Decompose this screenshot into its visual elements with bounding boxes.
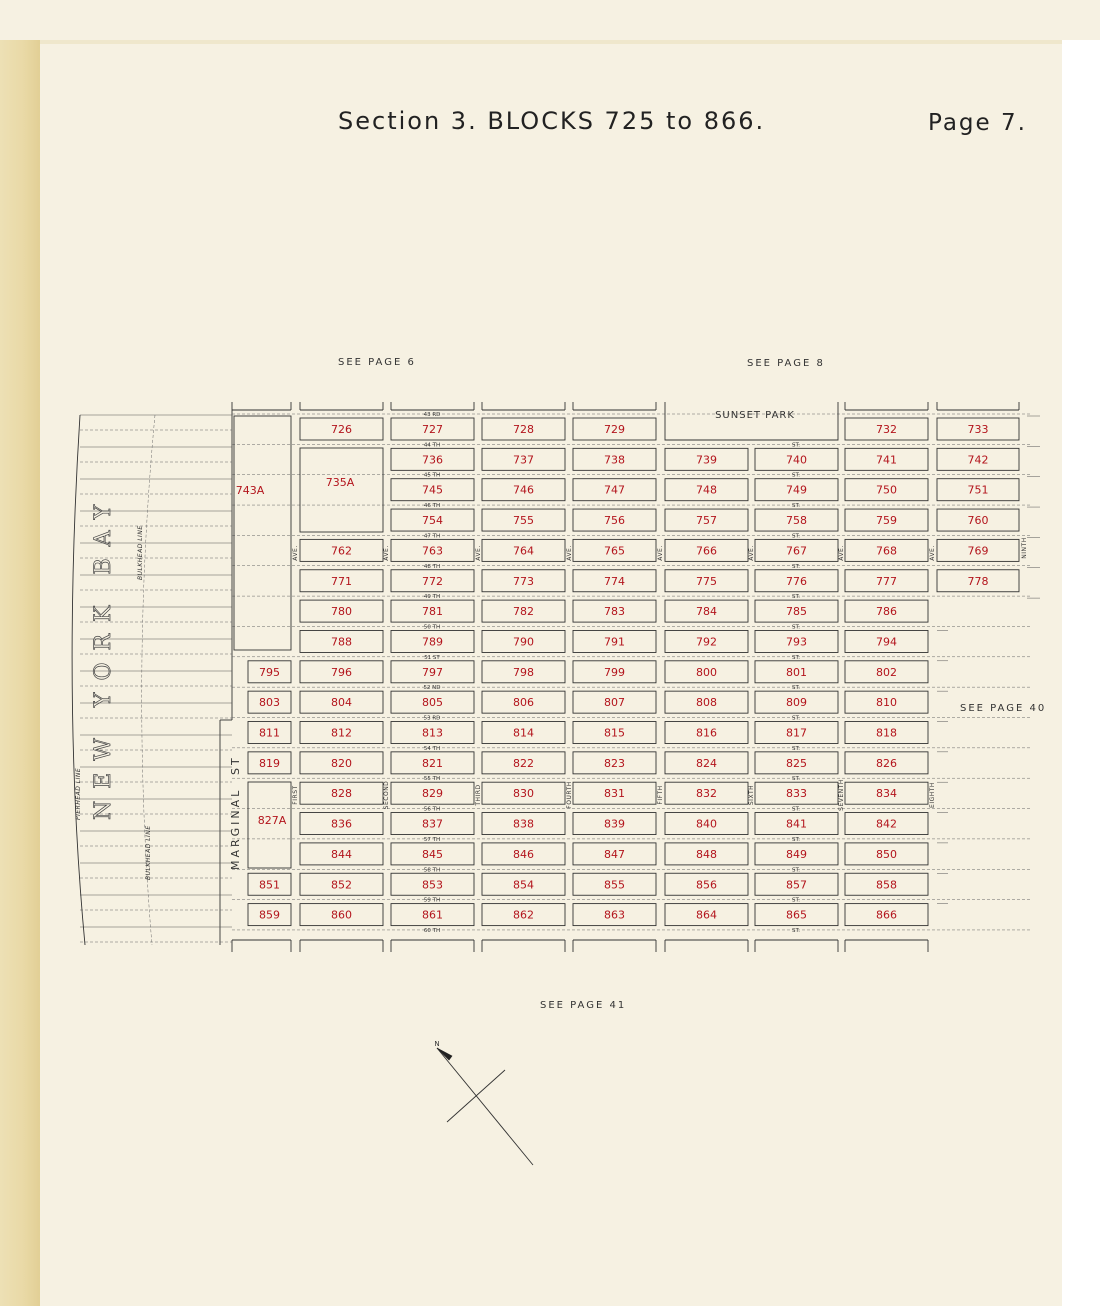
block-number-814: 814: [513, 726, 534, 740]
block-number-865: 865: [786, 908, 807, 922]
block-number-768: 768: [876, 544, 897, 558]
avenue-abbrev-label: AVE.: [657, 545, 664, 561]
block-number-792: 792: [696, 635, 717, 649]
street-suffix-label: ST.: [792, 836, 800, 843]
block-number-859: 859: [259, 908, 280, 922]
street-label-44: 44 TH: [423, 442, 441, 449]
block-number-726: 726: [331, 423, 352, 436]
block-number-852: 852: [331, 878, 352, 892]
block-number-748: 748: [696, 483, 717, 497]
block-number-795: 795: [259, 665, 280, 679]
block-number-778: 778: [967, 574, 989, 588]
block-number-759: 759: [876, 514, 897, 528]
avenue-name-first: FIRST: [292, 785, 299, 805]
block-number-757: 757: [696, 514, 717, 528]
block-number-854: 854: [513, 878, 534, 892]
block-number-812: 812: [331, 726, 352, 740]
block-number-763: 763: [422, 544, 443, 558]
street-suffix-label: ST.: [792, 563, 800, 570]
compass-north-south-line: [437, 1048, 533, 1165]
avenue-name-seventh: SEVENTH: [838, 779, 845, 811]
block-number-861: 861: [422, 908, 443, 922]
block-number-811: 811: [259, 726, 280, 740]
street-label-50: 50 TH: [423, 624, 441, 631]
pierhead-line-label: PIERHEAD LINE: [75, 767, 82, 820]
block-number-844: 844: [331, 847, 352, 861]
block-number-736: 736: [422, 453, 443, 467]
block-number-819: 819: [259, 756, 280, 770]
block-number-850: 850: [876, 847, 897, 861]
block-number-864: 864: [696, 908, 717, 922]
avenue-name-fourth: FOURTH: [566, 781, 573, 809]
street-suffix-label: ST.: [792, 806, 800, 813]
block-number-807: 807: [604, 696, 625, 710]
block-number-754: 754: [422, 514, 443, 528]
block-number-804: 804: [331, 696, 352, 710]
pierhead-line: [72, 415, 85, 945]
south-block-stub: [391, 940, 474, 952]
street-suffix-label: ST.: [792, 745, 800, 752]
block-number-827A: 827A: [257, 814, 287, 827]
block-number-803: 803: [259, 696, 280, 710]
avenue-abbrev-label: AVE.: [292, 545, 299, 561]
compass-arrow: [437, 1048, 452, 1060]
street-suffix-label: ST.: [792, 472, 800, 479]
block-number-837: 837: [422, 817, 443, 831]
block-number-772: 772: [422, 574, 443, 588]
block-number-758: 758: [786, 514, 807, 528]
block-number-766: 766: [696, 544, 717, 558]
north-block-stub: [391, 402, 474, 410]
block-number-800: 800: [696, 665, 717, 679]
block-number-866: 866: [876, 908, 897, 922]
block-number-831: 831: [604, 787, 625, 801]
street-suffix-label: ST.: [792, 533, 800, 540]
south-block-stub: [300, 940, 383, 952]
block-number-824: 824: [696, 756, 717, 770]
avenue-abbrev-label: AVE.: [566, 545, 573, 561]
block-number-791: 791: [604, 635, 625, 649]
block-number-838: 838: [513, 817, 534, 831]
block-number-790: 790: [513, 635, 534, 649]
street-label-59: 59 TH: [423, 897, 441, 904]
block-number-777: 777: [876, 574, 897, 588]
street-label-57: 57 TH: [423, 836, 441, 843]
block-number-737: 737: [513, 453, 534, 467]
block-743a-outline: [234, 416, 291, 650]
block-number-818: 818: [876, 726, 897, 740]
block-number-849: 849: [786, 847, 807, 861]
street-suffix-label: ST.: [792, 442, 800, 449]
section-title: Section 3. BLOCKS 725 to 866.: [338, 107, 766, 135]
block-number-813: 813: [422, 726, 443, 740]
block-number-765: 765: [604, 544, 625, 558]
block-number-853: 853: [422, 878, 443, 892]
block-number-839: 839: [604, 817, 625, 831]
block-number-820: 820: [331, 756, 352, 770]
compass-north-letter: N: [434, 1040, 440, 1048]
street-suffix-label: ST.: [792, 776, 800, 783]
block-number-793: 793: [786, 635, 807, 649]
south-block-stub: [665, 940, 748, 952]
block-number-788: 788: [331, 635, 352, 649]
block-number-746: 746: [513, 483, 534, 497]
city-blocks: [234, 402, 1019, 926]
block-number-817: 817: [786, 726, 807, 740]
block-number-810: 810: [876, 696, 897, 710]
block-number-806: 806: [513, 696, 534, 710]
compass-east-west-line: [447, 1070, 505, 1122]
street-label-49: 49 TH: [423, 594, 441, 601]
street-label-53: 53 RD: [423, 715, 441, 722]
see-page-8-reference: SEE PAGE 8: [747, 358, 825, 369]
block-number-750: 750: [876, 483, 897, 497]
block-735a-outline: [300, 448, 383, 532]
block-number-728: 728: [513, 423, 534, 436]
new-york-bay-label: NEW YORK BAY: [91, 492, 116, 820]
block-number-823: 823: [604, 756, 625, 770]
sunset-park-outline: [665, 402, 838, 440]
block-number-808: 808: [696, 696, 717, 710]
street-label-46: 46 TH: [423, 503, 441, 510]
block-number-784: 784: [696, 605, 717, 619]
street-label-43: 43 RD: [423, 412, 441, 418]
street-suffix-label: ST.: [792, 685, 800, 692]
block-number-821: 821: [422, 756, 443, 770]
north-block-stub: [482, 402, 565, 410]
waterfront: [72, 410, 232, 945]
south-block-stub: [573, 940, 656, 952]
block-number-751: 751: [967, 483, 989, 497]
street-label-45: 45 TH: [423, 472, 441, 479]
street-label-55: 55 TH: [423, 776, 441, 783]
block-number-858: 858: [876, 878, 897, 892]
avenue-abbrev-label: AVE.: [838, 545, 845, 561]
block-number-740: 740: [786, 453, 807, 467]
block-number-743A: 743A: [235, 484, 265, 497]
avenue-name-eighth: EIGHTH: [929, 782, 936, 808]
south-block-stub: [232, 940, 291, 952]
block-number-802: 802: [876, 665, 897, 679]
block-number-755: 755: [513, 514, 534, 528]
block-number-797: 797: [422, 665, 443, 679]
block-number-822: 822: [513, 756, 534, 770]
sunset-park-label: SUNSET PARK: [715, 410, 795, 421]
block-number-781: 781: [422, 605, 443, 619]
block-number-845: 845: [422, 847, 443, 861]
street-suffix-label: ST.: [792, 654, 800, 661]
block-number-846: 846: [513, 847, 534, 861]
block-number-799: 799: [604, 665, 625, 679]
block-number-805: 805: [422, 696, 443, 710]
street-label-48: 48 TH: [423, 563, 441, 570]
block-number-749: 749: [786, 483, 807, 497]
block-number-847: 847: [604, 847, 625, 861]
street-label-60: 60 TH: [423, 927, 441, 934]
block-number-815: 815: [604, 726, 625, 740]
block-number-771: 771: [331, 574, 352, 588]
see-page-41-reference: SEE PAGE 41: [540, 1000, 627, 1011]
block-number-841: 841: [786, 817, 807, 831]
bulkhead-line-label: BULKHEAD LINE: [137, 525, 144, 580]
avenue-name-sixth: SIXTH: [748, 784, 755, 806]
block-number-809: 809: [786, 696, 807, 710]
block-number-796: 796: [331, 665, 352, 679]
block-number-747: 747: [604, 483, 625, 497]
south-block-stub: [845, 940, 928, 952]
block-number-783: 783: [604, 605, 625, 619]
block-number-830: 830: [513, 787, 534, 801]
block-number-727: 727: [422, 423, 443, 436]
block-number-794: 794: [876, 635, 897, 649]
block-number-836: 836: [331, 817, 352, 831]
block-number-851: 851: [259, 878, 280, 892]
north-block-stub: [937, 402, 1019, 410]
street-label-47: 47 TH: [423, 533, 441, 540]
block-number-773: 773: [513, 574, 534, 588]
avenue-abbrev-label: AVE.: [475, 545, 482, 561]
block-number-735A: 735A: [325, 476, 355, 489]
street-label-51: 51 ST: [424, 654, 440, 661]
block-number-767: 767: [786, 544, 807, 558]
block-number-789: 789: [422, 635, 443, 649]
street-suffix-label: ST.: [792, 867, 800, 874]
block-number-780: 780: [331, 605, 352, 619]
marginal-street-suffix: ST: [229, 755, 242, 775]
block-number-855: 855: [604, 878, 625, 892]
south-block-stub: [755, 940, 838, 952]
block-number-832: 832: [696, 787, 717, 801]
street-label-54: 54 TH: [423, 745, 441, 752]
street-label-52: 52 ND: [423, 685, 441, 692]
block-number-782: 782: [513, 605, 534, 619]
north-block-stub: [845, 402, 928, 410]
block-number-828: 828: [331, 787, 352, 801]
block-number-833: 833: [786, 787, 807, 801]
see-page-6-reference: SEE PAGE 6: [338, 357, 416, 368]
block-number-741: 741: [876, 453, 897, 467]
block-number-769: 769: [967, 544, 989, 558]
north-block-stub: [573, 402, 656, 410]
street-suffix-label: ST.: [792, 594, 800, 601]
street-suffix-label: ST.: [792, 503, 800, 510]
street-label-56: 56 TH: [423, 806, 441, 813]
block-number-732: 732: [876, 423, 897, 436]
block-number-834: 834: [876, 787, 897, 801]
avenue-abbrev-label: AVE.: [383, 545, 390, 561]
block-number-829: 829: [422, 787, 443, 801]
page-number: Page 7.: [928, 110, 1027, 136]
block-number-798: 798: [513, 665, 534, 679]
block-number-857: 857: [786, 878, 807, 892]
block-number-801: 801: [786, 665, 807, 679]
street-suffix-label: ST.: [792, 927, 800, 934]
street-suffix-label: ST.: [792, 897, 800, 904]
block-number-862: 862: [513, 908, 534, 922]
avenue-name-fifth: FIFTH: [657, 785, 664, 805]
block-number-774: 774: [604, 574, 625, 588]
block-number-848: 848: [696, 847, 717, 861]
block-number-764: 764: [513, 544, 534, 558]
compass-rose: [434, 1040, 533, 1165]
block-number-739: 739: [696, 453, 717, 467]
block-number-745: 745: [422, 483, 443, 497]
block-number-775: 775: [696, 574, 717, 588]
avenue-name-third: THIRD: [475, 784, 482, 806]
block-number-729: 729: [604, 423, 625, 436]
north-block-stub: [300, 402, 383, 410]
block-number-840: 840: [696, 817, 717, 831]
marginal-street-label: MARGINAL: [229, 787, 242, 870]
block-number-825: 825: [786, 756, 807, 770]
block-number-742: 742: [967, 453, 989, 467]
block-number-863: 863: [604, 908, 625, 922]
block-number-785: 785: [786, 605, 807, 619]
street-suffix-label: ST.: [792, 715, 800, 722]
avenue-name-second: SECOND: [383, 780, 390, 810]
block-number-826: 826: [876, 756, 897, 770]
block-number-776: 776: [786, 574, 807, 588]
bulkhead-line-label: BULKHEAD LINE: [145, 825, 152, 880]
avenue-abbrev-label: AVE.: [929, 545, 936, 561]
avenue-abbrev-label: AVE.: [748, 545, 755, 561]
block-number-756: 756: [604, 514, 625, 528]
south-block-stub: [482, 940, 565, 952]
block-number-816: 816: [696, 726, 717, 740]
block-number-860: 860: [331, 908, 352, 922]
block-number-762: 762: [331, 544, 352, 558]
block-number-733: 733: [967, 423, 989, 436]
see-page-40-reference: SEE PAGE 40: [960, 703, 1047, 714]
block-number-842: 842: [876, 817, 897, 831]
avenue-name-ninth: NINTH: [1021, 537, 1028, 559]
block-number-786: 786: [876, 605, 897, 619]
street-suffix-label: ST.: [792, 624, 800, 631]
street-label-58: 58 TH: [423, 867, 441, 874]
north-block-stub: [232, 402, 291, 410]
block-number-856: 856: [696, 878, 717, 892]
block-number-738: 738: [604, 453, 625, 467]
block-number-760: 760: [967, 514, 989, 528]
